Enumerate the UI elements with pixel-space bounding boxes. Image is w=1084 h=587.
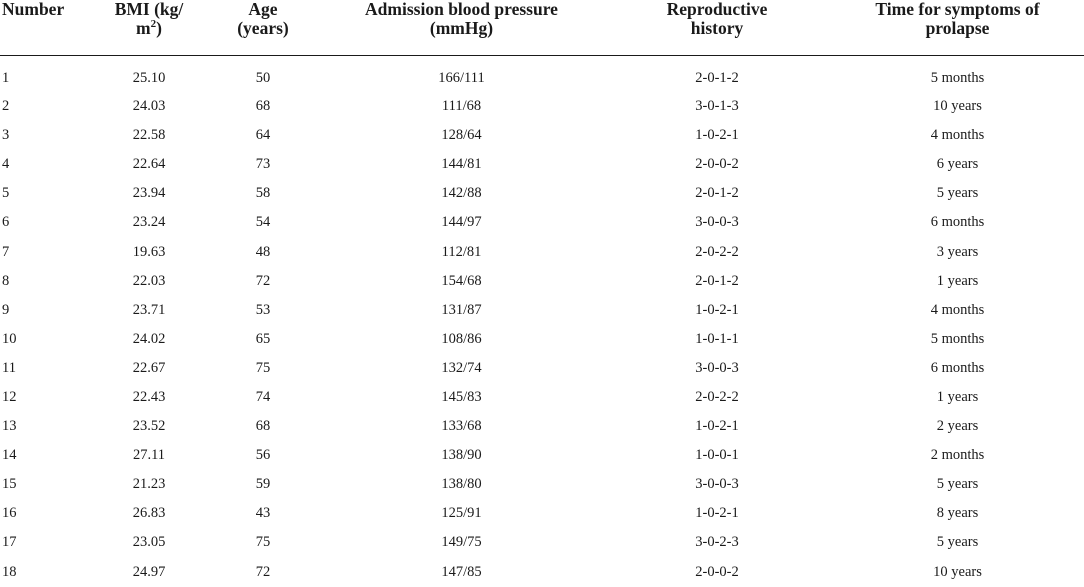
header-bp-line1: Admission blood pressure [365,0,558,19]
cell-number: 13 [2,418,17,435]
cell-bmi: 22.64 [132,156,166,173]
header-symptom-time [831,0,1084,55]
cell-age: 72 [255,272,271,289]
cell-age: 72 [255,563,271,580]
cell-reproductive-history: 2-0-0-2 [695,563,739,580]
header-repro-line2: history [690,18,744,38]
header-bmi-close: ) [156,18,162,38]
cell-reproductive-history: 2-0-2-2 [695,388,739,405]
cell-blood-pressure: 144/97 [441,214,482,231]
table-row [0,354,1084,383]
cell-symptom-time: 5 months [930,69,985,86]
cell-bmi: 19.63 [132,243,166,260]
header-bmi-label: BMI (kg/ [114,0,184,19]
table-header [0,0,1084,55]
cell-reproductive-history: 1-0-2-1 [695,505,739,522]
cell-reproductive-history: 1-0-0-1 [695,447,739,464]
cell-symptom-time: 5 years [936,534,979,551]
cell-symptom-time: 4 months [930,127,985,144]
cell-number: 4 [2,156,10,173]
cell-age: 53 [255,301,271,318]
header-number [0,0,92,55]
cell-reproductive-history: 3-0-0-3 [695,214,739,231]
cell-blood-pressure: 128/64 [441,127,482,144]
table-row [0,179,1084,208]
cell-reproductive-history: 3-0-2-3 [695,534,739,551]
cell-number: 18 [2,563,17,580]
cell-blood-pressure: 133/68 [441,418,482,435]
cell-bmi: 22.03 [132,272,166,289]
cell-age: 58 [255,185,271,202]
table-row [0,558,1084,587]
cell-reproductive-history: 1-0-2-1 [695,301,739,318]
header-time-line2: prolapse [925,18,990,38]
cell-symptom-time: 10 years [933,563,982,580]
cell-symptom-time: 6 months [930,214,985,231]
cell-age: 73 [255,156,271,173]
cell-symptom-time: 1 years [936,388,979,405]
table-row [0,470,1084,499]
cell-blood-pressure: 112/81 [441,243,482,260]
cell-symptom-time: 10 years [933,98,982,115]
header-row [0,0,1084,55]
table-row [0,383,1084,412]
cell-reproductive-history: 3-0-1-3 [695,98,739,115]
cell-bmi: 23.94 [132,185,166,202]
cell-age: 65 [255,330,271,347]
cell-reproductive-history: 2-0-1-2 [695,69,739,86]
cell-number: 10 [2,330,17,347]
cell-symptom-time: 1 years [936,272,979,289]
cell-reproductive-history: 1-0-2-1 [695,418,739,435]
cell-reproductive-history: 2-0-1-2 [695,185,739,202]
cell-blood-pressure: 138/90 [441,447,482,464]
cell-number: 11 [2,359,16,376]
cell-symptom-time: 6 years [936,156,979,173]
header-blood-pressure [320,0,603,55]
table-row [0,267,1084,296]
cell-bmi: 23.05 [132,534,166,551]
header-repro-line1: Reproductive [666,0,768,19]
cell-blood-pressure: 108/86 [441,330,482,347]
cell-bmi: 24.97 [132,563,166,580]
cell-blood-pressure: 144/81 [441,156,482,173]
cell-blood-pressure: 149/75 [441,534,482,551]
cell-symptom-time: 3 years [936,243,979,260]
cell-age: 68 [255,418,271,435]
cell-reproductive-history: 1-0-2-1 [695,127,739,144]
cell-blood-pressure: 145/83 [441,388,482,405]
header-age-line2: (years) [237,18,289,38]
cell-number: 2 [2,98,10,115]
header-bmi-sup: 2 [150,18,157,31]
cell-bmi: 23.71 [132,301,166,318]
cell-blood-pressure: 131/87 [441,301,482,318]
table-row [0,121,1084,150]
table-row [0,237,1084,266]
cell-age: 74 [255,388,271,405]
cell-age: 59 [255,476,271,493]
cell-reproductive-history: 1-0-1-1 [695,330,739,347]
header-age [206,0,320,55]
cell-bmi: 25.10 [132,69,166,86]
table-row [0,92,1084,121]
cell-symptom-time: 5 months [930,330,985,347]
header-reproductive-history [603,0,831,55]
cell-number: 8 [2,272,10,289]
cell-bmi: 23.52 [132,418,166,435]
table-row [0,296,1084,325]
cell-number: 15 [2,476,17,493]
cell-age: 75 [255,534,271,551]
table-body [0,55,1084,587]
header-bp-line2: (mmHg) [429,18,494,38]
cell-bmi: 22.43 [132,388,166,405]
cell-number: 17 [2,534,17,551]
header-number-label: Number [2,0,65,19]
cell-reproductive-history: 3-0-0-3 [695,476,739,493]
cell-number: 7 [2,243,10,260]
cell-age: 48 [255,243,271,260]
cell-blood-pressure: 166/111 [438,69,485,86]
cell-number: 14 [2,447,17,464]
table-row [0,208,1084,237]
cell-reproductive-history: 3-0-0-3 [695,359,739,376]
cell-bmi: 24.02 [132,330,166,347]
table-row [0,412,1084,441]
cell-number: 5 [2,185,10,202]
cell-number: 9 [2,301,10,318]
cell-bmi: 24.03 [132,98,166,115]
cell-symptom-time: 4 months [930,301,985,318]
table-row [0,150,1084,179]
cell-number: 6 [2,214,10,231]
cell-age: 64 [255,127,271,144]
cell-reproductive-history: 2-0-2-2 [695,243,739,260]
cell-symptom-time: 2 months [930,447,985,464]
header-time-line1: Time for symptoms of [875,0,1040,19]
cell-age: 75 [255,359,271,376]
cell-symptom-time: 2 years [936,418,979,435]
cell-blood-pressure: 138/80 [441,476,482,493]
header-bmi-unit: m [136,18,151,38]
table-row [0,528,1084,557]
table-row [0,325,1084,354]
cell-symptom-time: 5 years [936,476,979,493]
cell-blood-pressure: 125/91 [441,505,482,522]
cell-number: 1 [2,69,10,86]
cell-bmi: 21.23 [132,476,166,493]
cell-number: 16 [2,505,17,522]
cell-number: 3 [2,127,10,144]
cell-age: 56 [255,447,271,464]
cell-bmi: 26.83 [132,505,166,522]
cell-symptom-time: 6 months [930,359,985,376]
cell-reproductive-history: 2-0-0-2 [695,156,739,173]
cell-age: 43 [255,505,271,522]
cell-blood-pressure: 111/68 [441,98,482,115]
cell-symptom-time: 5 years [936,185,979,202]
cell-bmi: 22.58 [132,127,166,144]
cell-bmi: 27.11 [132,447,166,464]
cell-blood-pressure: 154/68 [441,272,482,289]
table-row [0,55,1084,92]
cell-symptom-time: 8 years [936,505,979,522]
cell-bmi: 22.67 [132,359,166,376]
cell-blood-pressure: 147/85 [441,563,482,580]
header-bmi [92,0,206,55]
cell-blood-pressure: 132/74 [441,359,482,376]
table-row [0,499,1084,528]
cell-age: 68 [255,98,271,115]
cell-reproductive-history: 2-0-1-2 [695,272,739,289]
table-row [0,441,1084,470]
cell-age: 50 [255,69,271,86]
cell-number: 12 [2,388,17,405]
cell-age: 54 [255,214,271,231]
header-age-line1: Age [248,0,278,19]
cell-blood-pressure: 142/88 [441,185,482,202]
cell-bmi: 23.24 [132,214,166,231]
